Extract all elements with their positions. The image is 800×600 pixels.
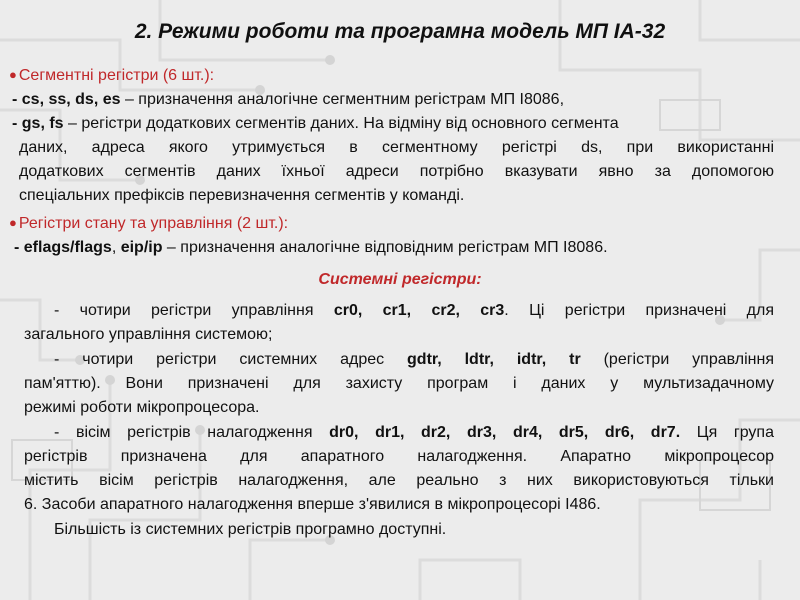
register-names: eip/ip [120, 239, 163, 256]
paragraph-row: загального управління системою; [24, 326, 273, 343]
register-names: gdtr, ldtr, idtr, tr [407, 351, 581, 368]
segment-line-5: спеціальних префіксів перевизначення сегментів у команді. [19, 187, 465, 204]
segment-line-3: даних, адреса якого утримується в сегментному регістрі ds, при використанні [19, 139, 774, 156]
register-names: cs, ss, ds, es [21, 91, 121, 108]
bullet-dot-icon: ● [9, 67, 17, 82]
paragraph-row: 6. Засоби апаратного налагодження вперше з'явилися в мікропроцесорі І486. [24, 496, 601, 513]
system-paragraph-1 [24, 299, 774, 347]
slide-title: 2. Режими роботи та програмна модель МП ІА-32 [134, 20, 666, 43]
segment-line-1: - cs, ss, ds, es – призначення аналогічне сегментним регістрам МП І8086, [12, 91, 565, 108]
bullet-segment-registers [9, 67, 214, 85]
segment-line-4: додаткових сегментів даних їхньої адреси потрібно вказувати явно за допомогою [19, 163, 774, 180]
system-paragraph-3 [24, 421, 774, 517]
paragraph-row: Більшість із системних регістрів програмно доступні. [54, 521, 447, 538]
system-paragraph-4 [24, 518, 774, 542]
paragraph-row: - чотири регістри управління cr0, cr1, cr2, cr3. Ці регістри призначені для [54, 302, 774, 319]
segment-line-2: - gs, fs – регістри додаткових сегментів даних. На відміну від основного сегмента [12, 115, 619, 132]
status-line-1: - eflags/flags, eip/ip – призначення аналогічне відповідним регістрам МП І8086. [14, 239, 608, 256]
register-names: cr0, cr1, cr2, cr3 [333, 302, 505, 319]
bullet-dot-icon: ● [9, 215, 17, 230]
paragraph-row: пам'яттю). Вони призначені для захисту програм і даних у мультизадачному [24, 375, 774, 392]
bullet-status-registers [9, 215, 288, 233]
register-names: eflags/flags [23, 239, 112, 256]
paragraph-row: - вісім регістрів налагодження dr0, dr1, dr2, dr3, dr4, dr5, dr6, dr7. Ця група [54, 424, 774, 441]
register-names: dr0, dr1, dr2, dr3, dr4, dr5, dr6, dr7. [329, 424, 681, 441]
section-heading: Сегментні регістри (6 шт.): [18, 67, 215, 84]
paragraph-row: - чотири регістри системних адрес gdtr, ldtr, idtr, tr (регістри управління [54, 351, 774, 368]
system-paragraph-2 [24, 348, 774, 420]
section-heading: Регістри стану та управління (2 шт.): [18, 215, 289, 232]
paragraph-row: регістрів призначена для апаратного налагодження. Апаратно мікропроцесор [24, 448, 774, 465]
register-names: gs, fs [21, 115, 64, 132]
system-registers-heading: Системні регістри: [318, 271, 482, 288]
paragraph-row: режимі роботи мікропроцесора. [24, 399, 260, 416]
paragraph-row: містить вісім регістрів налагодження, але реально з них використовуються тільки [24, 472, 774, 489]
